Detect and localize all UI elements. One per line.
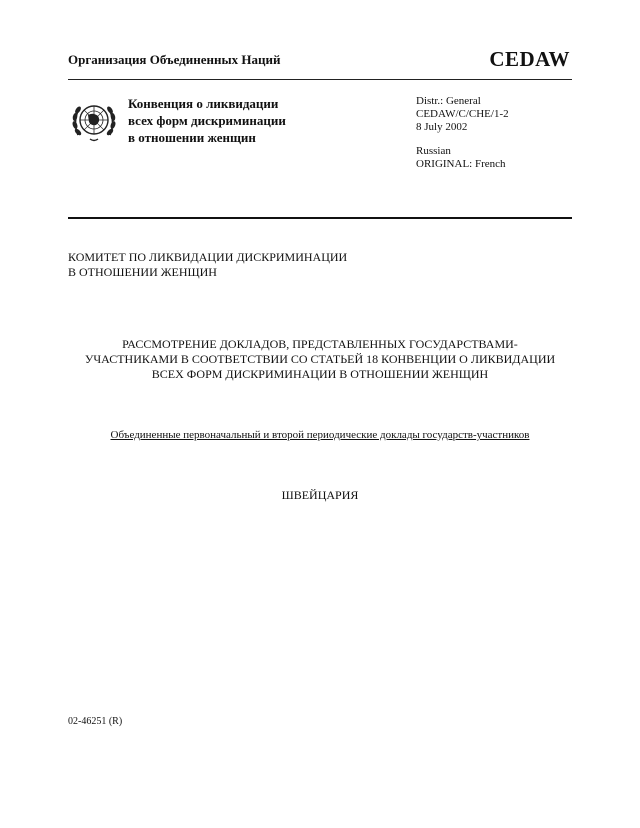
convention-line: в отношении женщин [128,130,256,145]
document-date: 8 July 2002 [416,121,468,133]
un-emblem-icon [68,95,120,147]
header-divider [68,79,572,80]
committee-line: КОМИТЕТ ПО ЛИКВИДАЦИИ ДИСКРИМИНАЦИИ [68,250,348,264]
language-info [416,145,506,171]
convention-line: Конвенция о ликвидации [128,96,279,111]
distribution-info [416,95,509,134]
document-code: CEDAW [489,47,570,71]
convention-title [128,95,286,146]
header-thick-divider [68,217,572,219]
reports-title: Объединенные первоначальный и второй периодические доклады государств-участников [110,429,530,441]
consideration-line: УЧАСТНИКАМИ В СООТВЕТСТВИИ СО СТАТЬЕЙ 18 КОНВЕНЦИИ О ЛИКВИДАЦИИ [84,352,556,366]
organization-name: Организация Объединенных Наций [68,52,281,67]
convention-line: всех форм дискриминации [128,113,286,128]
consideration-line: РАССМОТРЕНИЕ ДОКЛАДОВ, ПРЕДСТАВЛЕННЫХ ГОСУДАРСТВАМИ- [122,337,518,351]
language-line: Russian [416,145,451,157]
document-symbol: CEDAW/C/CHE/1-2 [416,108,509,120]
country-name: ШВЕЙЦАРИЯ [281,488,359,502]
committee-name [68,250,347,280]
consideration-line: ВСЕХ ФОРМ ДИСКРИМИНАЦИИ В ОТНОШЕНИИ ЖЕНЩИН [151,367,489,381]
original-language: ORIGINAL: French [416,158,506,170]
distribution-line: Distr.: General [416,95,481,107]
committee-line: В ОТНОШЕНИИ ЖЕНЩИН [68,265,217,279]
document-number: 02-46251 (R) [68,716,123,727]
consideration-heading [68,337,572,382]
